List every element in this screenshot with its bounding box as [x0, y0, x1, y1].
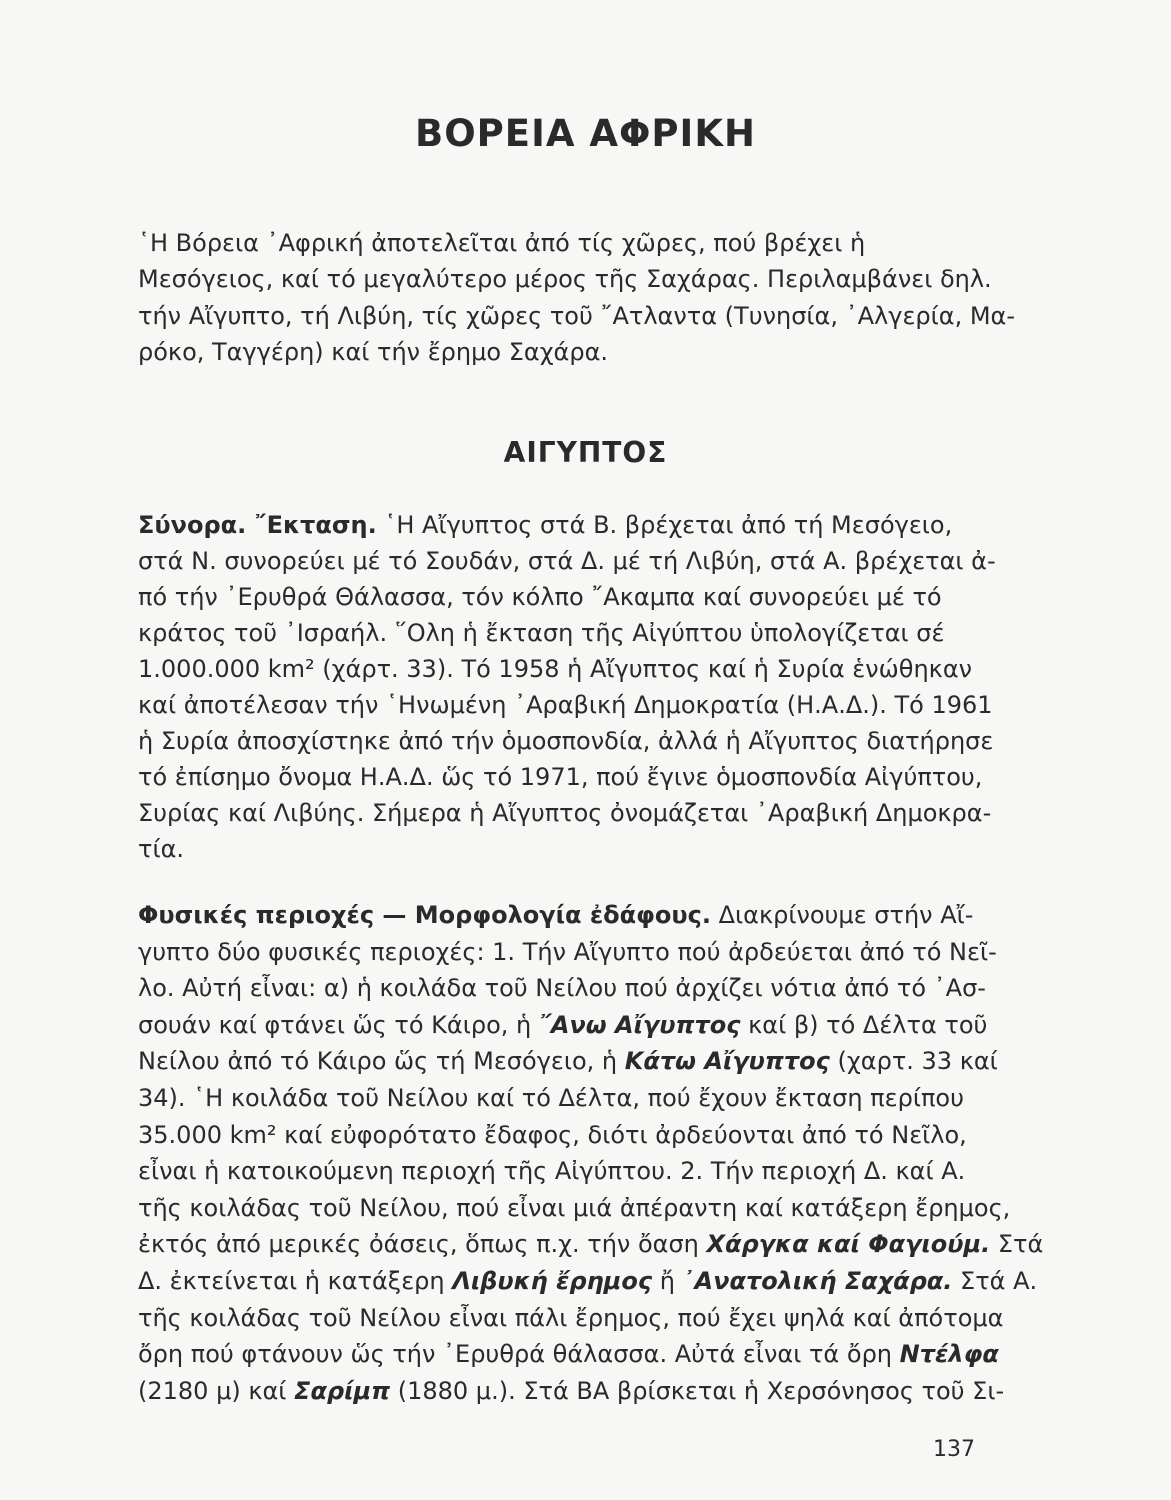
borders-line: πό τήν ᾿Ερυθρά Θάλασσα, τόν κόλπο ῎Ακαμπα καί συνορεύει μέ τό [138, 583, 942, 611]
regions-line [138, 1007, 988, 1044]
borders-paragraph [138, 507, 996, 867]
regions-text: ἐκτός ἀπό μερικές ὀάσεις, ὅπως π.χ. τήν ὄαση [138, 1230, 707, 1259]
intro-paragraph [138, 225, 1016, 370]
borders-line: κράτος τοῦ ᾿Ισραήλ. ῞Ολη ἡ ἔκταση τῆς Αἰγύπτου ὑπολογίζεται σέ [138, 619, 945, 647]
regions-line [138, 897, 984, 934]
regions-text: ὄρη πού φτάνουν ὥς τήν ᾿Ερυθρά θάλασσα. Αὐτά εἶναι τά ὄρη [138, 1340, 900, 1369]
intro-line: Μεσόγειος, καί τό μεγαλύτερο μέρος τῆς Σαχάρας. Περιλαμβάνει δηλ. [138, 265, 992, 294]
regions-line: τῆς κοιλάδας τοῦ Νείλου, πού εἶναι μιά ἀπέραντη καί κατάξερη ἔρημος, [138, 1193, 1011, 1222]
borders-line: ἡ Συρία ἀποσχίστηκε ἀπό τήν ὁμοσπονδία, ἀλλά ἡ Αἴγυπτος διατήρησε [138, 727, 994, 755]
regions-line: λο. Αὐτή εἶναι: α) ἡ κοιλάδα τοῦ Νείλου πού ἀρχίζει νότια ἀπό τό ᾿Ασ- [138, 974, 986, 1003]
regions-line [138, 1043, 998, 1080]
term-oases: Χάργκα καί Φαγιούμ. [706, 1230, 991, 1259]
borders-line [138, 507, 984, 543]
borders-text: ῾Η Αἴγυπτος στά Β. βρέχεται ἀπό τή Μεσόγειο, [376, 511, 953, 539]
regions-line: γυπτο δύο φυσικές περιοχές: 1. Τήν Αἴγυπτο πού ἀρδεύεται ἀπό τό Νεῖ- [138, 937, 997, 966]
regions-line: 35.000 km² καί εὐφορότατο ἔδαφος, διότι ἀρδεύονται ἀπό τό Νεῖλο, [138, 1120, 967, 1149]
regions-paragraph [138, 897, 1044, 1409]
chapter-title: ΒΟΡΕΙΑ ΑΦΡΙΚΗ [415, 112, 756, 155]
regions-text: Νείλου ἀπό τό Κάιρο ὥς τή Μεσόγειο, ἡ [138, 1047, 625, 1076]
regions-heading: Φυσικές περιοχές — Μορφολογία ἐδάφους. [138, 901, 711, 929]
borders-heading: Σύνορα. ῎Εκταση. [138, 511, 377, 539]
regions-text: Στά Α. [952, 1266, 1038, 1295]
term-libyan-desert: Λιβυκή ἔρημος [452, 1266, 653, 1295]
regions-text: ἤ [652, 1266, 683, 1295]
regions-text: (χαρτ. 33 καί [829, 1047, 998, 1076]
intro-line: ρόκο, Ταγγέρη) καί τήν ἔρημο Σαχάρα. [138, 337, 609, 366]
regions-line [138, 1373, 1005, 1410]
regions-text: σουάν καί φτάνει ὥς τό Κάιρο, ἡ [138, 1010, 539, 1039]
regions-line [138, 1263, 1038, 1300]
term-lower-egypt: Κάτω Αἴγυπτος [624, 1047, 830, 1076]
regions-text: Δ. ἐκτείνεται ἡ κατάξερη [138, 1266, 453, 1295]
regions-text: (2180 μ) καί [138, 1376, 295, 1405]
borders-line: Συρίας καί Λιβύης. Σήμερα ἡ Αἴγυπτος ὀνομάζεται ᾿Αραβική Δημοκρα- [138, 799, 992, 827]
borders-line: καί ἀποτέλεσαν τήν ῾Ηνωμένη ᾿Αραβική Δημοκρατία (Η.Α.Δ.). Τό 1961 [138, 691, 993, 719]
regions-line: τῆς κοιλάδας τοῦ Νείλου εἶναι πάλι ἔρημος, πού ἔχει ψηλά καί ἀπότομα [138, 1303, 1004, 1332]
term-sarimp: Σαρίμπ [294, 1376, 391, 1405]
section-title: ΑΙΓΥΠΤΟΣ [503, 436, 668, 469]
term-eastern-sahara: ᾿Ανατολική Σαχάρα. [682, 1266, 953, 1295]
regions-line [138, 1226, 1044, 1263]
borders-line: τία. [138, 835, 185, 863]
term-ntelfa: Ντέλφα [899, 1340, 999, 1369]
intro-line: τήν Αἴγυπτο, τή Λιβύη, τίς χῶρες τοῦ ῎Ατλαντα (Τυνησία, ᾿Αλγερία, Μα- [138, 301, 1016, 330]
borders-line: 1.000.000 km² (χάρτ. 33). Τό 1958 ἡ Αἴγυπτος καί ἡ Συρία ἑνώθηκαν [138, 655, 973, 683]
page-number: 137 [933, 1437, 975, 1462]
term-upper-egypt: ῎Ανω Αἴγυπτος [538, 1010, 741, 1039]
regions-line: 34). ῾Η κοιλάδα τοῦ Νείλου καί τό Δέλτα, πού ἔχουν ἔκταση περίπου [138, 1083, 964, 1112]
regions-line [138, 1336, 999, 1373]
borders-line: στά Ν. συνορεύει μέ τό Σουδάν, στά Δ. μέ τή Λιβύη, στά Α. βρέχεται ἀ- [138, 547, 996, 575]
regions-text: Διακρίνουμε στήν Αἴ- [710, 901, 974, 929]
regions-text: Στά [990, 1230, 1044, 1259]
regions-text: καί β) τό Δέλτα τοῦ [740, 1010, 988, 1039]
regions-line: εἶναι ἡ κατοικούμενη περιοχή τῆς Αἰγύπτου. 2. Τήν περιοχή Δ. καί Α. [138, 1157, 966, 1186]
borders-line: τό ἐπίσημο ὄνομα Η.Α.Δ. ὥς τό 1971, πού ἔγινε ὁμοσπονδία Αἰγύπτου, [138, 763, 983, 791]
regions-text: (1880 μ.). Στά ΒΑ βρίσκεται ἡ Χερσόνησος τοῦ Σι- [390, 1376, 1005, 1405]
intro-line: ῾Η Βόρεια ᾿Αφρική ἀποτελεῖται ἀπό τίς χῶρες, πού βρέχει ἡ [138, 229, 866, 257]
